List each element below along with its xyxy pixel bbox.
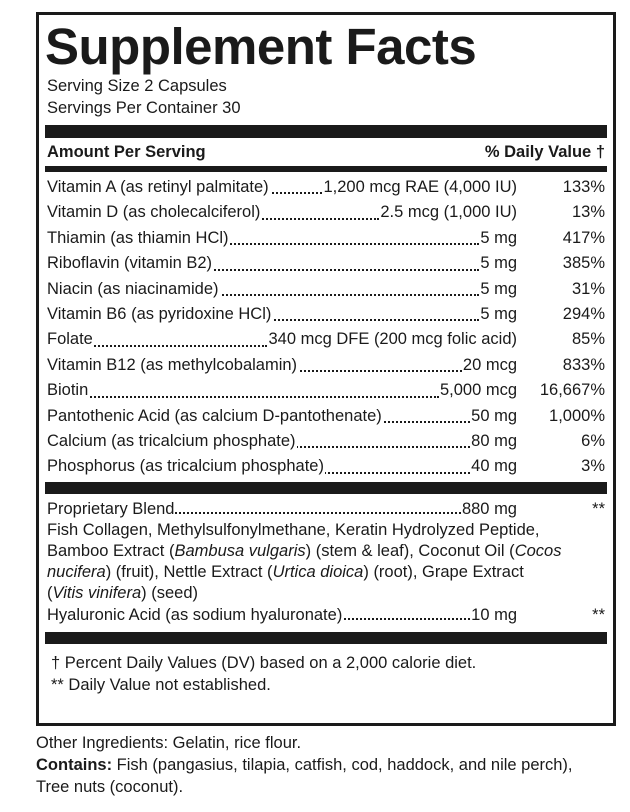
contains-text: Fish (pangasius, tilapia, catfish, cod, haddock, and nile perch), <box>112 756 573 774</box>
hyaluronic-amount: 10 mg <box>471 605 517 624</box>
nutrient-amount: 340 mcg DFE (200 mcg folic acid) <box>267 327 517 352</box>
nutrient-name: Folate <box>47 330 93 349</box>
hyaluronic-row <box>47 604 605 626</box>
divider-medium <box>45 166 607 172</box>
nutrient-row <box>47 200 605 225</box>
amount-per-serving-header: Amount Per Serving <box>47 143 206 161</box>
blend-ingredients: Fish Collagen, Methylsulfonylmethane, Keratin Hydrolyzed Peptide, Bamboo Extract (Bambusa vulgaris) (stem & leaf), Coconut Oil (Cocos nucifera) (fruit), Nettle Extract (Urtica dioica) (root), Grape Extract (Vitis vinifera) (seed) <box>47 520 562 602</box>
nutrient-name: Vitamin D (as cholecalciferol) <box>47 203 261 222</box>
nutrient-dv: 133% <box>562 178 605 196</box>
nutrient-amount: 40 mg <box>470 454 517 479</box>
proprietary-blend-section <box>47 498 605 626</box>
column-header <box>47 140 605 164</box>
nutrient-row <box>47 277 605 302</box>
nutrient-name: Niacin (as niacinamide) <box>47 279 219 298</box>
nutrient-dv: 833% <box>562 355 605 374</box>
divider-thick <box>45 125 607 138</box>
nutrient-row <box>47 454 605 479</box>
nutrient-dv: 16,667% <box>539 381 605 400</box>
nutrient-name: Vitamin B6 (as pyridoxine HCl) <box>47 305 272 324</box>
blend-amount: 880 mg <box>461 499 517 518</box>
panel-title: Supplement Facts <box>45 18 477 75</box>
nutrient-row <box>47 378 605 403</box>
nutrient-row <box>47 226 605 251</box>
nutrient-dv: 6% <box>581 432 605 451</box>
blend-dv: ** <box>592 499 605 518</box>
nutrient-amount: 5 mg <box>479 302 517 327</box>
blend-row <box>47 498 605 520</box>
nutrient-name: Riboflavin (vitamin B2) <box>47 254 213 273</box>
nutrient-row <box>47 404 605 429</box>
nutrient-name: Vitamin A (as retinyl palmitate) <box>47 178 269 196</box>
nutrient-amount: 5 mg <box>479 277 517 302</box>
contains-line-2: Tree nuts (coconut). <box>36 778 184 796</box>
nutrient-name: Phosphorus (as tricalcium phosphate) <box>47 457 324 476</box>
nutrient-amount: 80 mg <box>470 429 517 454</box>
nutrient-dv: 417% <box>562 228 605 247</box>
nutrient-amount: 5,000 mcg <box>439 378 517 403</box>
servings-per-container: Servings Per Container 30 <box>47 99 241 117</box>
hyaluronic-dv: ** <box>592 605 605 624</box>
nutrient-name: Thiamin (as thiamin HCl) <box>47 228 229 247</box>
nutrient-name: Biotin <box>47 381 89 400</box>
supplement-facts-panel <box>36 12 616 726</box>
nutrient-dv: 1,000% <box>549 406 605 425</box>
nutrient-amount: 2.5 mcg (1,000 IU) <box>379 200 517 225</box>
not-established-footnote: ** Daily Value not established. <box>51 675 271 694</box>
nutrient-dv: 294% <box>562 305 605 324</box>
nutrient-row <box>47 251 605 276</box>
nutrient-row <box>47 175 605 200</box>
nutrient-row <box>47 429 605 454</box>
nutrient-amount: 5 mg <box>479 251 517 276</box>
dv-footnote: † Percent Daily Values (DV) based on a 2,000 calorie diet. <box>51 653 477 672</box>
nutrient-amount: 20 mcg <box>462 353 517 378</box>
nutrient-amount: 1,200 mcg RAE (4,000 IU) <box>322 175 517 200</box>
nutrient-dv: 385% <box>562 254 605 273</box>
nutrient-row <box>47 302 605 327</box>
divider-thick-3 <box>45 632 607 644</box>
other-ingredients: Other Ingredients: Gelatin, rice flour. <box>36 734 302 752</box>
nutrient-row <box>47 353 605 378</box>
nutrient-amount: 5 mg <box>479 226 517 251</box>
divider-thick-2 <box>45 482 607 494</box>
hyaluronic-name: Hyaluronic Acid (as sodium hyaluronate) <box>47 605 343 624</box>
nutrient-name: Pantothenic Acid (as calcium D-pantothenate) <box>47 406 382 425</box>
nutrient-name: Vitamin B12 (as methylcobalamin) <box>47 355 298 374</box>
nutrient-list <box>47 175 605 480</box>
nutrient-amount: 50 mg <box>470 404 517 429</box>
serving-size: Serving Size 2 Capsules <box>47 77 227 95</box>
nutrient-dv: 13% <box>571 203 605 222</box>
contains-line <box>36 754 616 776</box>
nutrient-dv: 31% <box>571 279 605 298</box>
daily-value-header: % Daily Value † <box>484 143 605 161</box>
footnotes <box>47 652 605 696</box>
nutrient-name: Calcium (as tricalcium phosphate) <box>47 432 296 451</box>
contains-label: Contains: <box>36 756 113 774</box>
other-ingredients-section <box>36 732 616 798</box>
nutrient-dv: 3% <box>581 457 605 476</box>
nutrient-row <box>47 327 605 352</box>
blend-name: Proprietary Blend <box>47 499 175 518</box>
nutrient-dv: 85% <box>571 330 605 349</box>
